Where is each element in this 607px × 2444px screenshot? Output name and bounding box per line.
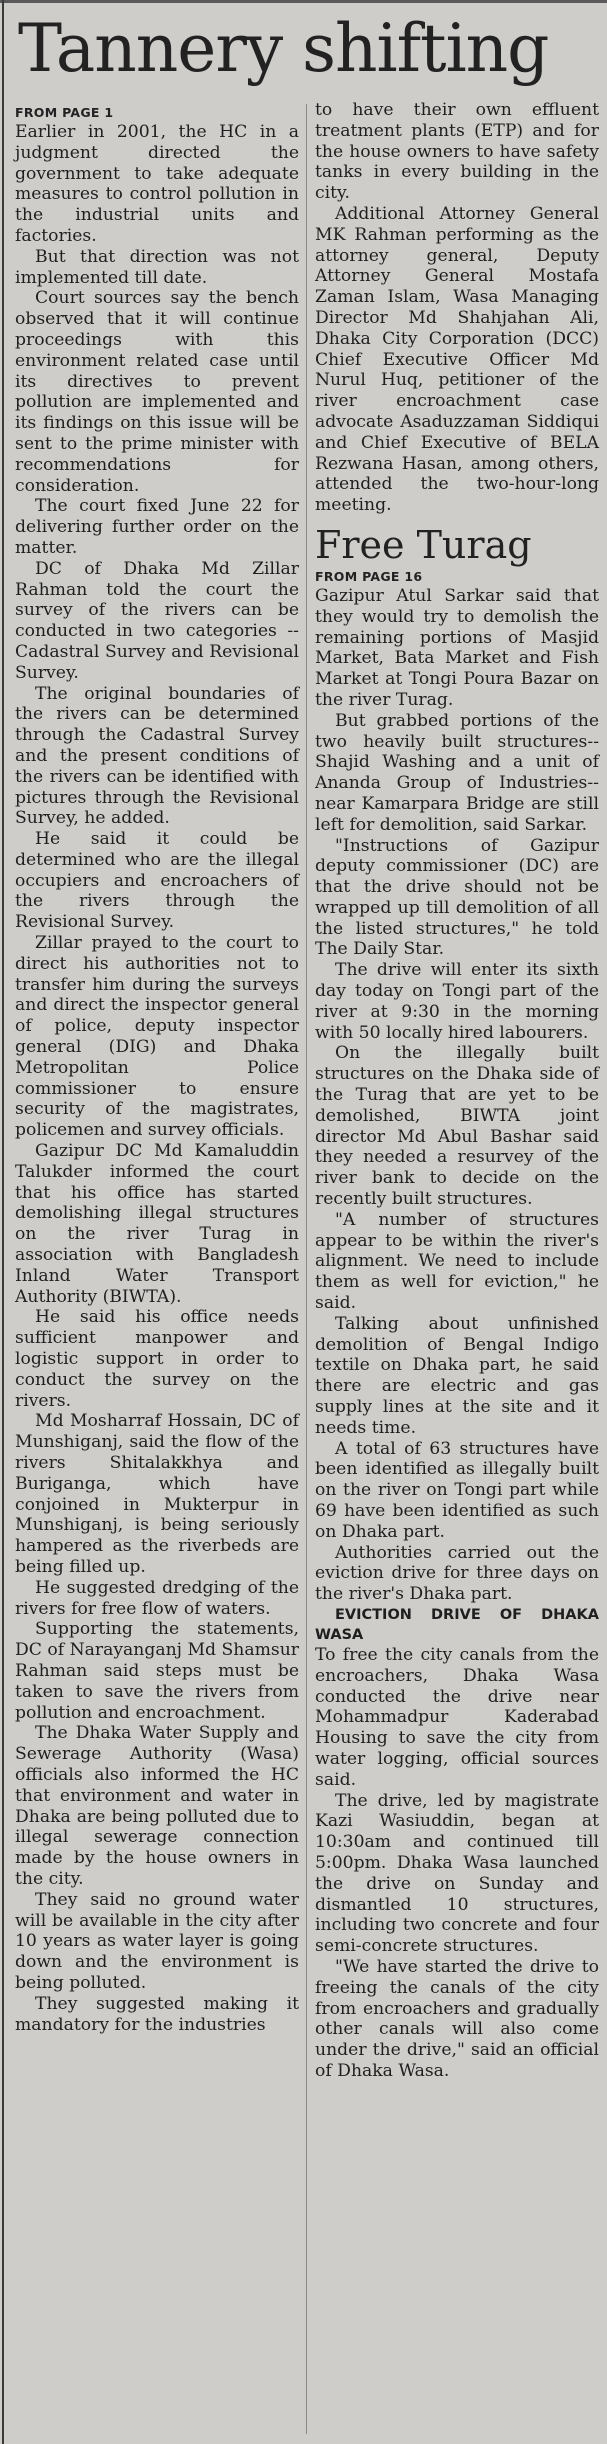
paragraph: The Dhaka Water Supply and Sewerage Authority (Wasa) officials also informed the HC that environment and water in Dhaka are being polluted due to illegal sewerage connection made by the house owners in the city. bbox=[15, 1723, 299, 1889]
paragraph: Authorities carried out the eviction drive for three days on the river's Dhaka part. bbox=[315, 1542, 599, 1605]
paragraph: "Instructions of Gazipur deputy commissioner (DC) are that the drive should not be wrapped up till demolition of all the listed structures," he told The Daily Star. bbox=[315, 835, 599, 960]
paragraph: Gazipur Atul Sarkar said that they would try to demolish the remaining portions of Masjid Market, Bata Market and Fish Market at Tongi Poura Bazar on the river Turag. bbox=[315, 585, 599, 710]
paragraph: But that direction was not implemented till date. bbox=[15, 246, 299, 288]
paragraph: Zillar prayed to the court to direct his authorities not to transfer him during the surveys and direct the inspector general of police, deputy inspector general (DIG) and Dhaka Metropolitan Police commissioner to ensure security of the magistrates, policemen and survey officials. bbox=[15, 933, 299, 1141]
paragraph: The drive will enter its sixth day today on Tongi part of the river at 9:30 in the morning with 50 locally hired labourers. bbox=[315, 960, 599, 1043]
paragraph: to have their own effluent treatment plants (ETP) and for the house owners to have safety tanks in every building in the city. bbox=[315, 100, 599, 204]
top-rule bbox=[0, 0, 607, 3]
paragraph: The original boundaries of the rivers can be determined through the Cadastral Survey and the present conditions of the rivers can be identified with pictures through the Revisional Survey, he added. bbox=[15, 683, 299, 829]
kicker-from-page-16: FROM PAGE 16 bbox=[315, 568, 423, 584]
paragraph: "A number of structures appear to be within the river's alignment. We need to include them as well for eviction," he said. bbox=[315, 1209, 599, 1314]
paragraph: DC of Dhaka Md Zillar Rahman told the court the survey of the rivers can be conducted in two categories -- Cadastral Survey and Revisional Survey. bbox=[15, 558, 299, 683]
headline-tannery-shifting: Tannery shifting bbox=[18, 10, 549, 87]
paragraph: They said no ground water will be available in the city after 10 years as water layer is going down and the environment is being polluted. bbox=[15, 1889, 299, 1993]
paragraph: Supporting the statements, DC of Narayanganj Md Shamsur Rahman said steps must be taken to save the rivers from pollution and encroachment. bbox=[15, 1619, 300, 1723]
paragraph: He said it could be determined who are the illegal occupiers and encroachers of the rivers through the Revisional Survey. bbox=[15, 829, 299, 933]
paragraph: He said his office needs sufficient manpower and logistic support in order to conduct the survey on the rivers. bbox=[15, 1307, 299, 1411]
column-divider bbox=[306, 104, 307, 2434]
paragraph: On the illegally built structures on the Dhaka side of the Turag that are yet to be demolished, BIWTA joint director Md Abul Bashar said they needed a resurvey of the river bank to decide on the recently built structures. bbox=[315, 1043, 599, 1210]
paragraph: Md Mosharraf Hossain, DC of Munshiganj, said the flow of the rivers Shitalakkhya and Buriganga, which have conjoined in Mukterpur in Munshiganj, is being seriously hampered as the riverbeds are being filled up. bbox=[15, 1411, 299, 1577]
paragraph: To free the city canals from the encroachers, Dhaka Wasa conducted the drive near Mohammadpur Kaderabad Housing to save the city from water logging, official sources said. bbox=[315, 1644, 599, 1790]
headline-free-turag: Free Turag bbox=[315, 522, 532, 567]
paragraph: A total of 63 structures have been identified as illegally built on the river on Tongi part while 69 have been identified as such on Dhaka part. bbox=[315, 1438, 599, 1542]
paragraph: "We have started the drive to freeing the canals of the city from encroachers and gradually other canals will also come under the drive," said an official of Dhaka Wasa. bbox=[315, 1956, 599, 2081]
paragraph: The court fixed June 22 for delivering further order on the matter. bbox=[15, 496, 299, 558]
column-left bbox=[15, 104, 299, 2035]
paragraph: He suggested dredging of the rivers for free flow of waters. bbox=[15, 1577, 299, 1619]
paragraph: Additional Attorney General MK Rahman performing as the attorney general, Deputy Attorney General Mostafa Zaman Islam, Wasa Managing Director Md Shahjahan Ali, Dhaka City Corporation (DCC) Chief Executive Officer Md Nurul Huq, petitioner of the river encroachment case advocate Asaduzzaman Siddiqui and Chief Executive of BELA Rezwana Hasan, among others, attended the two-hour-long meeting. bbox=[315, 203, 599, 516]
left-rule bbox=[2, 0, 4, 2444]
crosshead-eviction-drive: EVICTION DRIVE OF DHAKA WASA bbox=[315, 1606, 599, 1643]
paragraph: The drive, led by magistrate Kazi Wasiuddin, began at 10:30am and continued till 5:00pm. Dhaka Wasa launched the drive on Sunday and dismantled 10 structures, including two concrete and four semi-concrete structures. bbox=[315, 1790, 599, 1957]
paragraph: They suggested making it mandatory for the industries bbox=[15, 1993, 299, 2035]
paragraph: Talking about unfinished demolition of Bengal Indigo textile on Dhaka part, he said there are electric and gas supply lines at the site and it needs time. bbox=[315, 1313, 599, 1438]
paragraph: Gazipur DC Md Kamaluddin Talukder informed the court that his office has started demolishing illegal structures on the river Turag in association with Bangladesh Inland Water Transport Authority (BIWTA). bbox=[15, 1141, 299, 1307]
kicker-from-page-1: FROM PAGE 1 bbox=[15, 105, 114, 120]
paragraph: But grabbed portions of the two heavily built structures--Shajid Washing and a unit of Ananda Group of Industries--near Kamarpara Bridge are still left for demolition, said Sarkar. bbox=[315, 710, 599, 835]
paragraph: Earlier in 2001, the HC in a judgment directed the government to take adequate measures to control pollution in the industrial units and factories. bbox=[15, 122, 299, 246]
column-right bbox=[315, 100, 599, 2082]
paragraph: Court sources say the bench observed that it will continue proceedings with this environment related case until its directives to prevent pollution are implemented and its findings on this issue will be sent to the prime minister with recommendations for consideration. bbox=[15, 288, 299, 496]
